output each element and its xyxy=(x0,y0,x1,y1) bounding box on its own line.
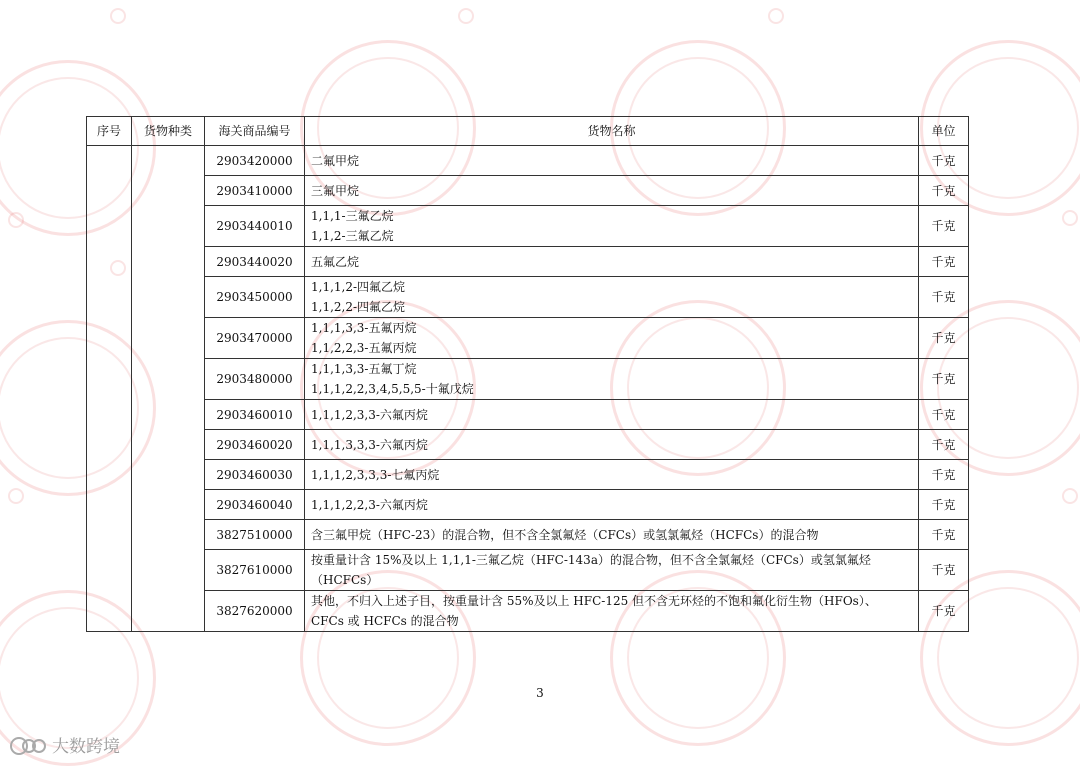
goods-name-cell xyxy=(305,460,919,490)
goods-name-line: 三氟甲烷 xyxy=(311,183,360,198)
table-row xyxy=(87,430,969,460)
goods-name-line: 1,1,1,3,3,3-六氟丙烷 xyxy=(311,437,428,452)
goods-name-cell xyxy=(305,400,919,430)
goods-name-cell xyxy=(305,520,919,550)
table-row xyxy=(87,206,969,247)
hs-code-cell: 2903420000 xyxy=(205,146,305,176)
watermark-dot xyxy=(8,212,24,228)
goods-name-line: 五氟乙烷 xyxy=(311,254,360,269)
unit-cell: 千克 xyxy=(919,318,969,359)
header-goods-name: 货物名称 xyxy=(305,117,919,146)
goods-name-line: 1,1,2-三氟乙烷 xyxy=(311,229,394,243)
table-row xyxy=(87,591,969,632)
goods-table xyxy=(86,116,969,632)
goods-name-line: 1,1,1,2,2,3,4,5,5,5-十氟戊烷 xyxy=(311,382,474,396)
watermark-dot xyxy=(458,8,474,24)
goods-name-cell xyxy=(305,490,919,520)
goods-name-cell xyxy=(305,550,919,591)
goods-name-line: 1,1,1-三氟乙烷 xyxy=(311,209,394,223)
watermark-dot xyxy=(768,8,784,24)
table-row xyxy=(87,176,969,206)
goods-name-line: 1,1,2,2,3-五氟丙烷 xyxy=(311,341,417,355)
table-row xyxy=(87,520,969,550)
hs-code-cell: 3827620000 xyxy=(205,591,305,632)
unit-cell: 千克 xyxy=(919,460,969,490)
brand-name: 大数跨境 xyxy=(52,737,120,757)
goods-name-line: 二氟甲烷 xyxy=(311,153,360,168)
goods-name-cell xyxy=(305,176,919,206)
hs-code-cell: 2903440020 xyxy=(205,247,305,277)
header-seq: 序号 xyxy=(87,117,132,146)
goods-name-line: 其他，不归入上述子目，按重量计含 55%及以上 HFC-125 但不含无环烃的不饱和氟化衍生物（HFOs）、 xyxy=(311,594,877,608)
goods-name-line: 1,1,1,2-四氟乙烷 xyxy=(311,280,406,294)
goods-name-line: （HCFCs） xyxy=(311,573,379,587)
goods-name-cell xyxy=(305,359,919,400)
unit-cell: 千克 xyxy=(919,591,969,632)
table-row xyxy=(87,490,969,520)
goods-name-cell xyxy=(305,318,919,359)
table-row xyxy=(87,277,969,318)
unit-cell: 千克 xyxy=(919,247,969,277)
hs-code-cell: 2903470000 xyxy=(205,318,305,359)
unit-cell: 千克 xyxy=(919,430,969,460)
unit-cell: 千克 xyxy=(919,550,969,591)
goods-name-line: CFCs 或 HCFCs 的混合物 xyxy=(311,614,459,628)
goods-name-line: 1,1,1,2,3,3,3-七氟丙烷 xyxy=(311,467,440,482)
header-hs-code: 海关商品编号 xyxy=(205,117,305,146)
table-row xyxy=(87,550,969,591)
goods-name-cell xyxy=(305,591,919,632)
hs-code-cell: 2903450000 xyxy=(205,277,305,318)
header-category: 货物种类 xyxy=(132,117,205,146)
goods-name-line: 1,1,2,2-四氟乙烷 xyxy=(311,300,406,314)
table-row xyxy=(87,318,969,359)
unit-cell: 千克 xyxy=(919,176,969,206)
seq-cell xyxy=(87,146,132,632)
hs-code-cell: 2903440010 xyxy=(205,206,305,247)
hs-code-cell: 2903410000 xyxy=(205,176,305,206)
goods-name-cell xyxy=(305,430,919,460)
goods-name-line: 按重量计含 15%及以上 1,1,1-三氟乙烷（HFC-143a）的混合物，但不含全氯氟烃（CFCs）或氢氯氟烃 xyxy=(311,553,871,567)
goods-name-line: 1,1,1,3,3-五氟丁烷 xyxy=(311,362,417,376)
unit-cell: 千克 xyxy=(919,146,969,176)
page-number: 3 xyxy=(536,686,544,700)
goods-name-line: 1,1,1,3,3-五氟丙烷 xyxy=(311,321,417,335)
goods-name-line: 含三氟甲烷（HFC-23）的混合物，但不含全氯氟烃（CFCs）或氢氯氟烃（HCFCs）的混合物 xyxy=(311,527,819,542)
goods-table-container xyxy=(86,116,968,632)
header-unit: 单位 xyxy=(919,117,969,146)
goods-name-line: 1,1,1,2,2,3-六氟丙烷 xyxy=(311,497,428,512)
unit-cell: 千克 xyxy=(919,206,969,247)
table-row xyxy=(87,146,969,176)
hs-code-cell: 3827610000 xyxy=(205,550,305,591)
hs-code-cell: 2903460030 xyxy=(205,460,305,490)
watermark-dot xyxy=(1062,488,1078,504)
table-row xyxy=(87,400,969,430)
goods-name-cell xyxy=(305,146,919,176)
watermark-dot xyxy=(110,8,126,24)
unit-cell: 千克 xyxy=(919,490,969,520)
table-row xyxy=(87,247,969,277)
hs-code-cell: 2903480000 xyxy=(205,359,305,400)
goods-name-line: 1,1,1,2,3,3-六氟丙烷 xyxy=(311,407,428,422)
watermark-dot xyxy=(1062,210,1078,226)
table-row xyxy=(87,460,969,490)
category-cell xyxy=(132,146,205,632)
watermark-dot xyxy=(8,488,24,504)
unit-cell: 千克 xyxy=(919,277,969,318)
hs-code-cell: 2903460020 xyxy=(205,430,305,460)
hs-code-cell: 3827510000 xyxy=(205,520,305,550)
unit-cell: 千克 xyxy=(919,359,969,400)
table-row xyxy=(87,359,969,400)
table-header-row xyxy=(87,117,969,146)
unit-cell: 千克 xyxy=(919,520,969,550)
hs-code-cell: 2903460010 xyxy=(205,400,305,430)
brand-icon xyxy=(10,735,48,755)
unit-cell: 千克 xyxy=(919,400,969,430)
goods-name-cell xyxy=(305,206,919,247)
hs-code-cell: 2903460040 xyxy=(205,490,305,520)
goods-name-cell xyxy=(305,247,919,277)
brand-logo xyxy=(10,732,120,757)
goods-name-cell xyxy=(305,277,919,318)
